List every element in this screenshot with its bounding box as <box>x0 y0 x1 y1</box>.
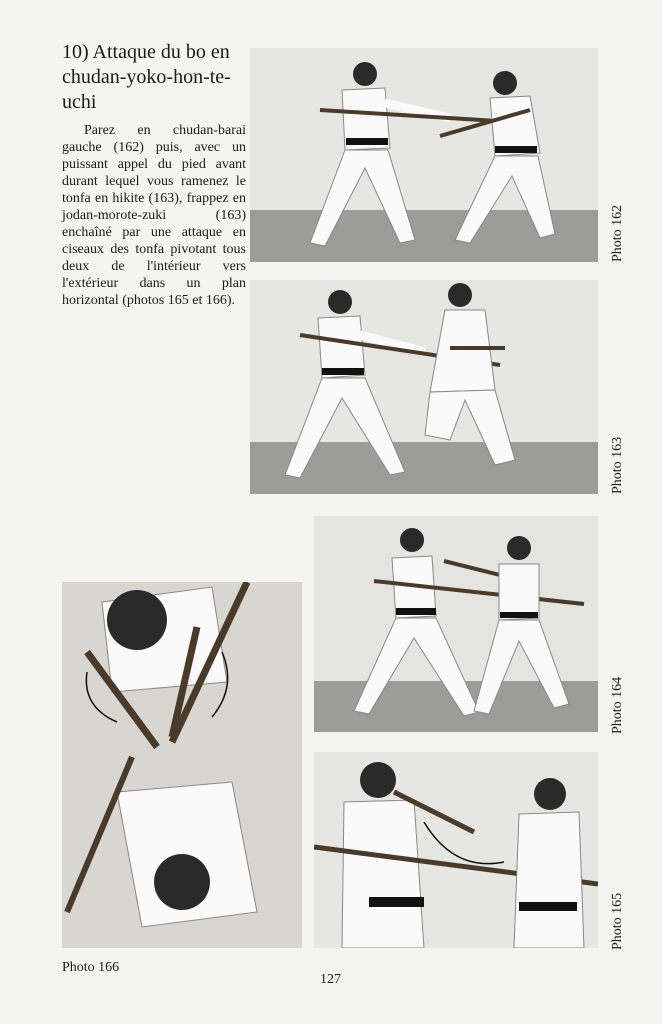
caption-photo-166: Photo 166 <box>62 960 120 975</box>
caption-photo-164: Photo 164 <box>610 676 625 734</box>
photo-165 <box>314 752 598 948</box>
caption-photo-165: Photo 165 <box>610 892 625 950</box>
photo-164 <box>314 516 598 732</box>
photo-163 <box>250 280 598 494</box>
photo-163-image <box>250 280 598 494</box>
section-heading: 10) Attaque du bo en chudan-yoko-hon-te-uchi <box>62 41 231 113</box>
photo-164-image <box>314 516 598 732</box>
page-number: 127 <box>320 972 341 987</box>
caption-photo-163: Photo 163 <box>610 436 625 494</box>
photo-162-image <box>250 48 598 262</box>
photo-162 <box>250 48 598 262</box>
photo-165-image <box>314 752 598 948</box>
instruction-paragraph: Parez en chudan-barai gauche (162) puis, avec un puissant appel du pied avant durant lequel vous ramenez le tonfa en hikite (163), frappez en jodan-morote-zuki (163) enchaîné par une attaque en ciseaux des tonfa pivotant tous deux de l'intérieur vers l'extérieur dans un plan horizontal (photos 165 et 166). <box>62 123 246 308</box>
photo-166 <box>62 582 302 948</box>
photo-166-image <box>62 582 302 948</box>
caption-photo-162: Photo 162 <box>610 204 625 262</box>
